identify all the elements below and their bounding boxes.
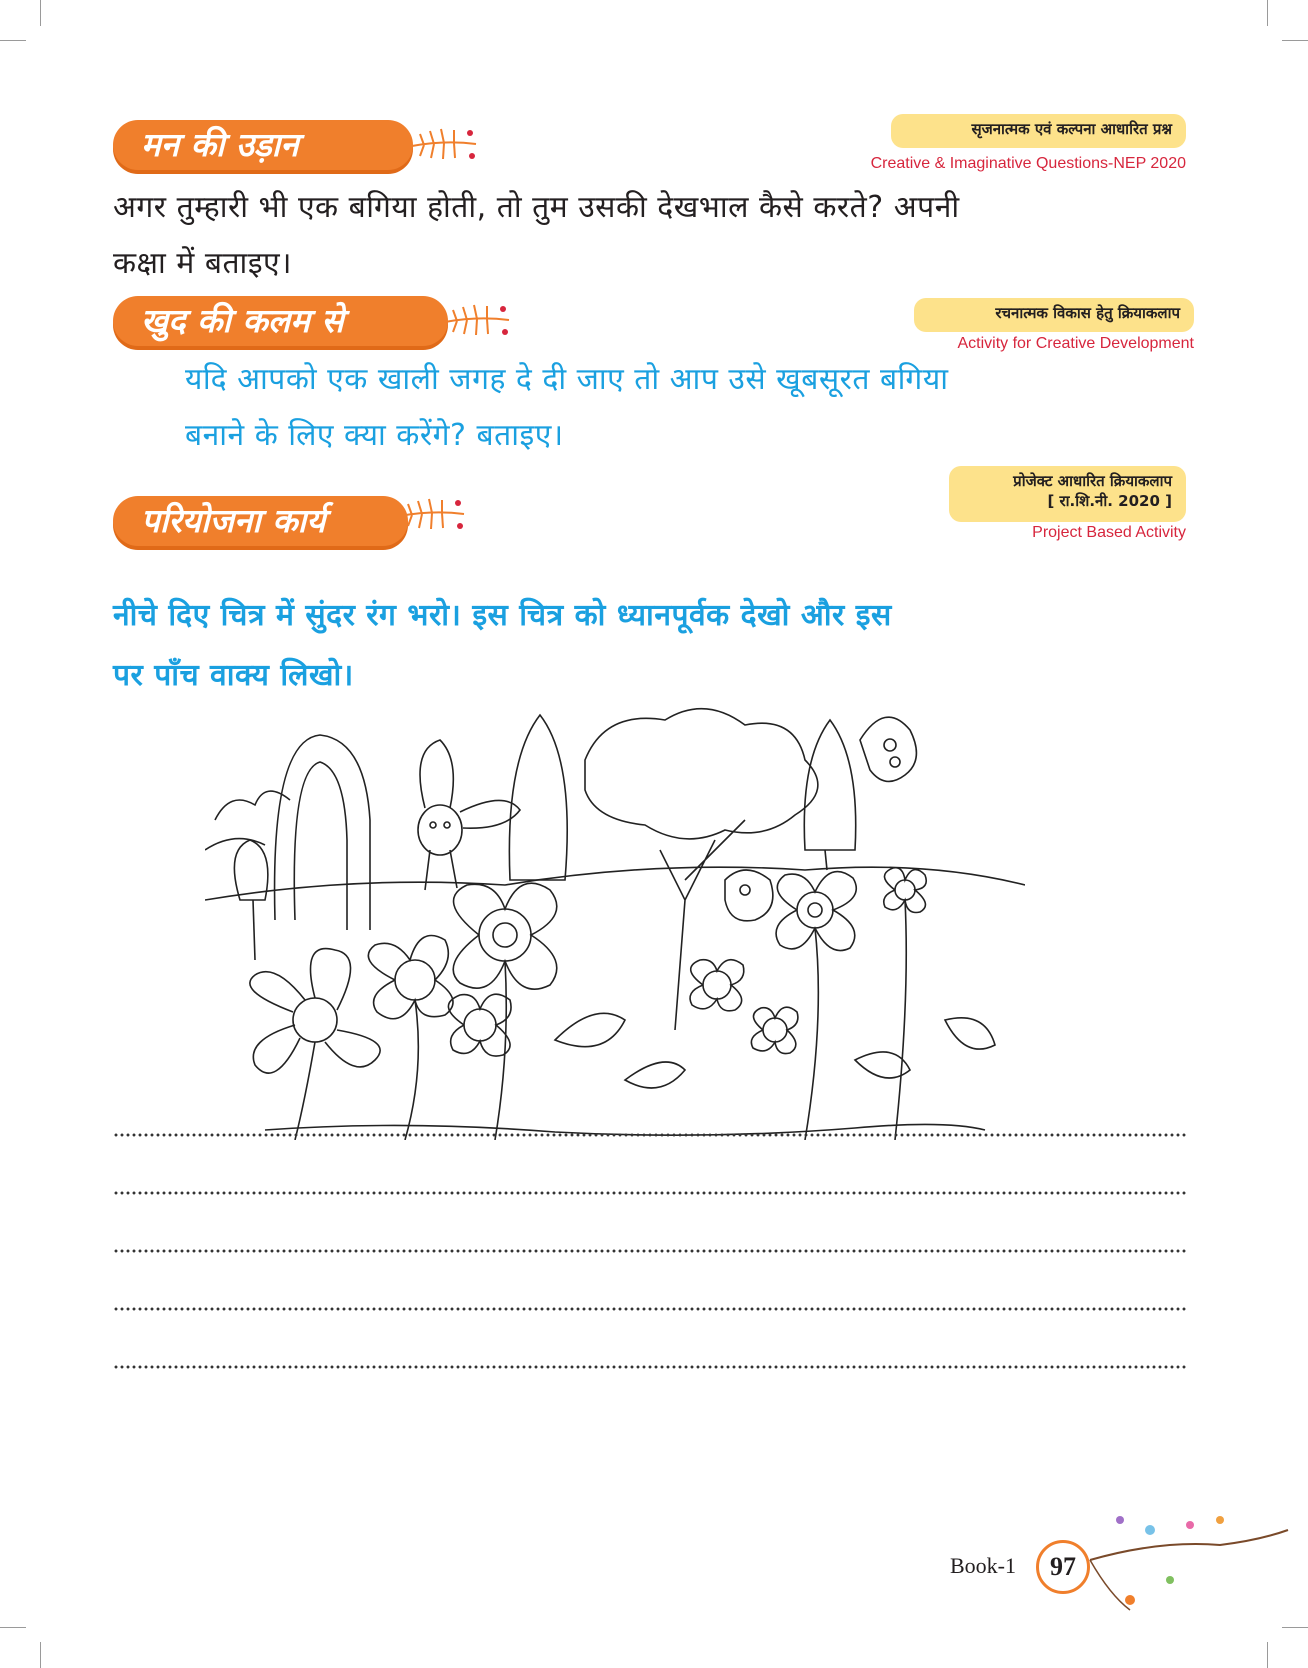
page-number: 97: [1036, 1540, 1090, 1594]
tag-project-based-line: [ रा.शि.नी. 2020 ]: [1047, 492, 1172, 510]
tag-project-based-line: प्रोजेक्ट आधारित क्रियाकलाप: [1013, 472, 1172, 490]
question-line: कक्षा में बताइए।: [113, 246, 293, 281]
answer-line[interactable]: [113, 1133, 1186, 1137]
sprig-decoration-icon: [443, 294, 513, 344]
answer-line[interactable]: [113, 1365, 1186, 1369]
section-banner-khud-ki-kalam-se: खुद की कलम से: [113, 296, 448, 346]
crop-mark: [1282, 1627, 1308, 1628]
section-banner-man-ki-udaan: मन की उड़ान: [113, 120, 413, 170]
crop-mark: [0, 40, 26, 41]
tag-creative-development: रचनात्मक विकास हेतु क्रियाकलाप: [914, 298, 1194, 332]
question-line: यदि आपको एक खाली जगह दे दी जाए तो आप उसे खूबसूरत बगिया: [185, 362, 949, 397]
sprig-decoration-icon: [398, 488, 468, 538]
garden-coloring-illustration: [205, 700, 1025, 1140]
tag-project-based: [949, 466, 1186, 522]
crop-mark: [1267, 1642, 1268, 1668]
section-banner-pariyojana-karya: परियोजना कार्य: [113, 496, 408, 546]
crop-mark: [1282, 40, 1308, 41]
crop-mark: [0, 1627, 26, 1628]
answer-line[interactable]: [113, 1307, 1186, 1311]
tag-creative-questions-english: Creative & Imaginative Questions-NEP 2020: [870, 155, 1186, 172]
tag-project-based-english: Project Based Activity: [1032, 524, 1186, 541]
crop-mark: [40, 0, 41, 26]
question-line: अगर तुम्हारी भी एक बगिया होती, तो तुम उसकी देखभाल कैसे करते? अपनी: [113, 190, 960, 225]
instruction-line: पर पाँच वाक्य लिखो।: [113, 658, 354, 693]
crop-mark: [1267, 0, 1268, 26]
answer-line[interactable]: [113, 1249, 1186, 1253]
crop-mark: [40, 1642, 41, 1668]
answer-line[interactable]: [113, 1191, 1186, 1195]
book-label: Book-1: [950, 1553, 1016, 1578]
tag-creative-development-english: Activity for Creative Development: [957, 335, 1194, 352]
sprig-decoration-icon: [410, 118, 480, 168]
question-line: बनाने के लिए क्या करेंगे? बताइए।: [185, 418, 564, 453]
tag-creative-questions: सृजनात्मक एवं कल्पना आधारित प्रश्न: [891, 114, 1186, 148]
instruction-line: नीचे दिए चित्र में सुंदर रंग भरो। इस चित्र को ध्यानपूर्वक देखो और इस: [113, 598, 892, 633]
